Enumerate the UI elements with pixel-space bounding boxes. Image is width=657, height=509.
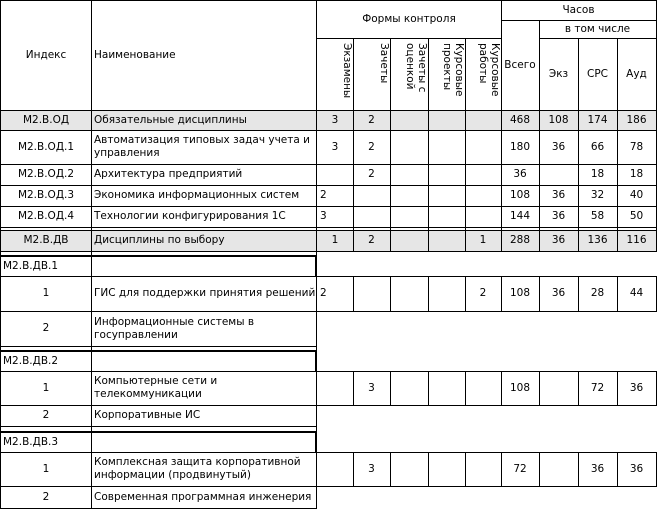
row-dv3-1-aud: 36 (629, 462, 644, 475)
row-od4-exam: 3 (320, 210, 327, 222)
row-od1-zach: 2 (368, 140, 375, 153)
row-dv2-1-zach: 3 (368, 381, 375, 394)
row-od4-name: Технологии конфигурирования 1С (94, 210, 286, 222)
row-dv1-1-ekz: 36 (551, 287, 566, 299)
header-zach-ocenka: Зачеты с оценкой (404, 43, 428, 93)
header-hours: Часов (562, 3, 595, 16)
grid-line (315, 350, 317, 372)
row-dv2-1-aud: 36 (629, 381, 644, 394)
grid-line (617, 371, 618, 405)
grid-line (317, 38, 501, 39)
row-dv-kursrab: 1 (479, 234, 487, 246)
grid-line (0, 110, 657, 111)
row-dv2-1-total: 108 (509, 381, 531, 394)
row-od2-index: М2.В.ОД.2 (17, 168, 75, 180)
row-od-aud: 186 (626, 113, 647, 126)
row-od-total: 468 (509, 113, 531, 126)
grid-line (353, 371, 354, 405)
grid-line (617, 276, 618, 311)
row-od3-name: Экономика информационных систем (94, 189, 300, 201)
row-od1-ekz: 36 (551, 140, 566, 153)
grid-line (465, 38, 466, 251)
grid-line (0, 185, 657, 186)
grid-line (501, 452, 502, 486)
header-incl: в том числе (564, 22, 631, 35)
row-dv-index: М2.В.ДВ (23, 234, 69, 246)
grid-line (0, 255, 317, 257)
row-od3-ekz: 36 (551, 189, 566, 201)
grid-line (0, 426, 317, 427)
grid-line (465, 452, 466, 486)
row-dv-srs: 136 (587, 234, 608, 246)
grid-line (353, 452, 354, 486)
row-dv2-1-num: 1 (42, 381, 50, 394)
grid-line (0, 251, 657, 252)
row-od-exam: 3 (331, 113, 339, 126)
grid-line (0, 311, 657, 312)
header-kursrab: Курсовые работы (477, 43, 501, 97)
grid-line (0, 486, 657, 487)
grid-line (539, 276, 540, 311)
grid-line (0, 371, 657, 372)
row-dv-total: 288 (509, 234, 531, 246)
grid-line (0, 431, 317, 433)
header-index: Индекс (25, 48, 67, 61)
row-od3-exam: 2 (320, 189, 327, 201)
row-dv-name: Дисциплины по выбору (94, 234, 225, 246)
row-dv1-1-num: 1 (42, 287, 50, 299)
row-dv-ekz: 36 (551, 234, 566, 246)
header-zach: Зачеты (378, 43, 390, 84)
row-od1-exam: 3 (331, 140, 339, 153)
group-dv2: М2.В.ДВ.2 (3, 354, 59, 367)
row-od2-aud: 18 (629, 168, 644, 180)
grid-line (578, 452, 579, 486)
grid-line (501, 0, 502, 251)
row-od-index: М2.В.ОД (22, 113, 70, 126)
grid-line (578, 371, 579, 405)
grid-line (428, 38, 429, 251)
header-aud: Ауд (626, 67, 647, 80)
grid-line (0, 405, 657, 406)
header-name: Наименование (94, 48, 176, 61)
header-kursproj: Курсовые проекты (441, 43, 465, 97)
row-dv3-1-total: 72 (513, 462, 527, 475)
grid-line (353, 276, 354, 311)
header-total: Всего (504, 58, 536, 71)
row-dv3-1-srs: 36 (590, 462, 605, 475)
grid-line (0, 130, 657, 131)
row-dv-zach: 2 (368, 234, 375, 246)
grid-line (465, 371, 466, 405)
group-dv3: М2.В.ДВ.3 (3, 435, 59, 448)
row-dv1-1-name: ГИС для поддержки принятия решений (94, 287, 316, 299)
row-od-name: Обязательные дисциплины (94, 113, 247, 126)
row-dv3-2-name: Современная программная инженерия (94, 490, 312, 503)
row-od4-aud: 50 (629, 210, 644, 222)
row-od1-index: М2.В.ОД.1 (17, 140, 75, 153)
row-dv1-1-kursrab: 2 (479, 287, 487, 299)
row-dv3-1-name: Комплексная защита корпоративной информации (продвинутый) (94, 456, 301, 481)
grid-line (539, 452, 540, 486)
row-dv2-2-name: Корпоративные ИС (94, 409, 201, 421)
row-od-ekz: 108 (548, 113, 569, 126)
grid-line (0, 346, 317, 347)
group-dv1: М2.В.ДВ.1 (3, 259, 59, 272)
grid-line (353, 38, 354, 251)
row-dv-exam: 1 (331, 234, 339, 246)
grid-line (428, 452, 429, 486)
row-dv-aud: 116 (626, 234, 647, 246)
row-od3-aud: 40 (629, 189, 644, 201)
row-dv1-1-aud: 44 (629, 287, 644, 299)
row-od2-name: Архитектура предприятий (94, 168, 243, 180)
grid-line (0, 0, 1, 509)
row-od4-total: 144 (509, 210, 531, 222)
grid-line (428, 371, 429, 405)
grid-line (0, 206, 657, 207)
row-dv3-1-zach: 3 (368, 462, 375, 475)
row-od1-aud: 78 (629, 140, 644, 153)
row-od-srs: 174 (587, 113, 608, 126)
grid-line (578, 38, 579, 251)
header-ekz: Экз (548, 67, 569, 80)
grid-line (501, 276, 502, 311)
row-dv1-2-name: Информационные системы в госуправлении (94, 315, 255, 341)
row-od4-index: М2.В.ОД.4 (17, 210, 75, 222)
row-dv2-1-name: Компьютерные сети и телекоммуникации (94, 375, 218, 400)
grid-line (501, 20, 657, 21)
row-od3-total: 108 (509, 189, 531, 201)
row-dv3-1-num: 1 (42, 462, 50, 475)
grid-line (315, 431, 317, 453)
grid-line (0, 276, 657, 277)
grid-line (617, 452, 618, 486)
row-od1-name: Автоматизация типовых задач учета и управления (94, 134, 310, 159)
grid-line (539, 38, 657, 39)
header-exam: Экзамены (341, 43, 353, 99)
row-od4-srs: 58 (590, 210, 605, 222)
grid-line (539, 371, 540, 405)
grid-line (0, 0, 657, 1)
grid-line (0, 164, 657, 165)
row-dv1-1-srs: 28 (590, 287, 605, 299)
row-od1-total: 180 (509, 140, 531, 153)
row-od1-srs: 66 (590, 140, 605, 153)
grid-line (390, 276, 391, 311)
row-od-zach: 2 (368, 113, 375, 126)
grid-line (91, 0, 92, 509)
header-forms: Формы контроля (362, 12, 456, 25)
row-od2-zach: 2 (368, 168, 375, 180)
row-dv2-1-srs: 72 (590, 381, 605, 394)
row-od3-srs: 32 (590, 189, 605, 201)
row-dv2-2-num: 2 (42, 409, 50, 421)
row-od2-total: 36 (513, 168, 527, 180)
grid-line (0, 452, 657, 453)
row-od3-index: М2.В.ОД.3 (17, 189, 75, 201)
grid-line (0, 350, 317, 352)
grid-line (0, 227, 657, 228)
grid-line (501, 371, 502, 405)
row-od2-srs: 18 (590, 168, 605, 180)
grid-line (390, 452, 391, 486)
grid-line (428, 276, 429, 311)
header-srs: СРС (587, 67, 608, 80)
grid-line (617, 38, 618, 251)
row-od4-ekz: 36 (551, 210, 566, 222)
grid-line (539, 20, 540, 251)
grid-line (390, 371, 391, 405)
grid-line (578, 276, 579, 311)
grid-line (465, 276, 466, 311)
grid-line (0, 230, 657, 231)
grid-line (315, 255, 317, 277)
grid-line (390, 38, 391, 251)
row-dv1-1-exam: 2 (320, 287, 327, 299)
row-dv1-1-total: 108 (509, 287, 531, 299)
row-dv3-2-num: 2 (42, 490, 50, 503)
row-dv1-2-num: 2 (42, 322, 50, 334)
